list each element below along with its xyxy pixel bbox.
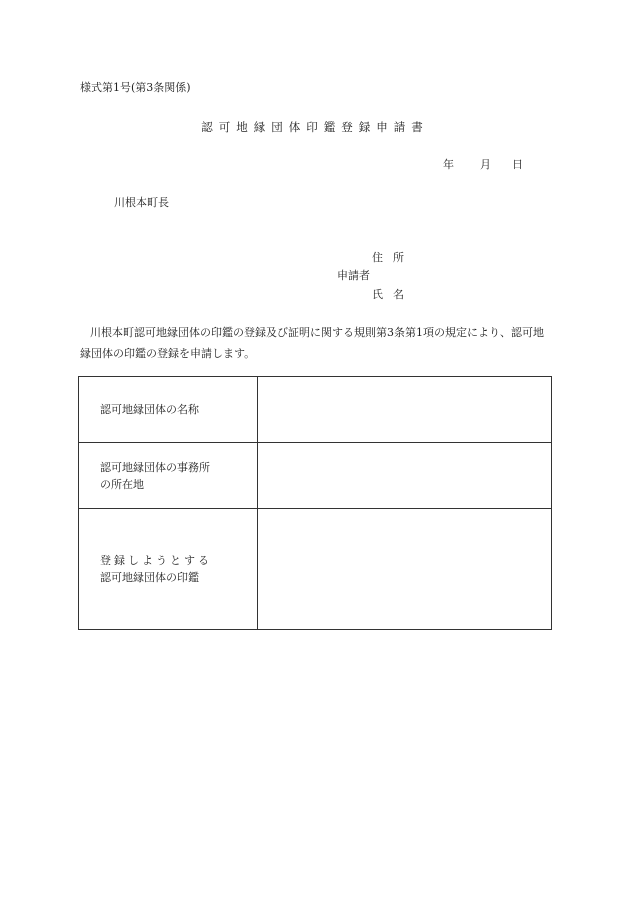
seal-label-line1: 登録しようとする xyxy=(100,554,212,567)
table-label-cell xyxy=(79,443,258,509)
applicant-label: 申請者 xyxy=(337,269,370,282)
date-day-label: 日 xyxy=(512,158,523,171)
table-row xyxy=(79,509,552,630)
table-row xyxy=(79,377,552,443)
table-label-cell xyxy=(79,509,258,630)
seal-impression-value[interactable] xyxy=(258,509,552,630)
application-table xyxy=(78,376,552,630)
date-year-label: 年 xyxy=(443,158,454,171)
office-location-label-line2: の所在地 xyxy=(100,477,144,491)
document-title: 認可地縁団体印鑑登録申請書 xyxy=(201,120,429,134)
address-label: 住所 xyxy=(372,251,414,264)
table-label-cell xyxy=(79,377,258,443)
form-number: 様式第1号(第3条関係) xyxy=(80,81,191,94)
table-row xyxy=(79,443,552,509)
group-name-value[interactable] xyxy=(258,377,552,443)
group-name-label: 認可地縁団体の名称 xyxy=(100,403,199,416)
seal-label-line2: 認可地縁団体の印鑑 xyxy=(100,571,199,584)
office-location-value[interactable] xyxy=(258,443,552,509)
name-label: 氏名 xyxy=(372,288,414,301)
date-month-label: 月 xyxy=(480,158,491,171)
application-body-text: 川根本町認可地縁団体の印鑑の登録及び証明に関する規則第3条第1項の規定により、認可地縁団体の印鑑の登録を申請します。 xyxy=(80,326,544,360)
addressee: 川根本町長 xyxy=(114,196,169,209)
office-location-label-line1: 認可地縁団体の事務所 xyxy=(100,460,210,474)
